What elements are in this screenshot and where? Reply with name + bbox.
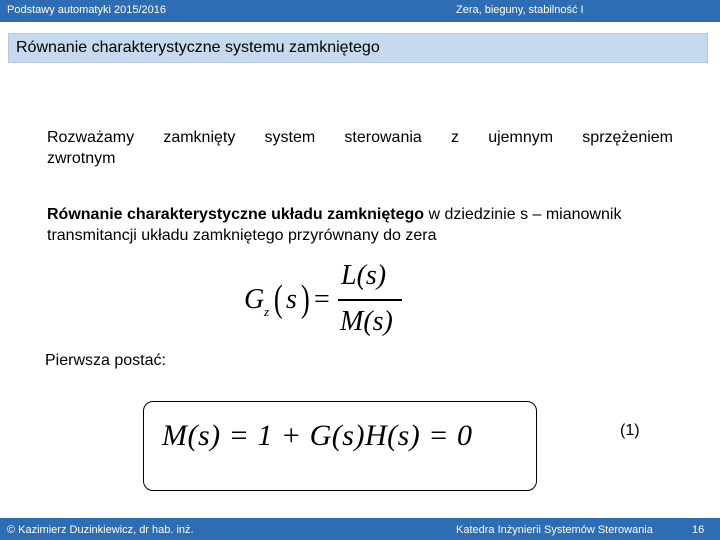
formula-paren-close: ) — [300, 278, 310, 320]
definition-term: Równanie charakterystyczne układu zamkniętego — [47, 206, 425, 223]
equation-number: (1) — [620, 422, 640, 439]
header-bar — [0, 0, 720, 22]
slide-title-box — [8, 33, 708, 63]
department: Katedra Inżynierii Systemów Sterowania — [456, 524, 653, 536]
formula-g: G — [244, 284, 265, 315]
formula-paren-open: ( — [273, 278, 283, 320]
footer-bar — [0, 518, 720, 540]
definition-text: w dziedzinie s – mianownik transmitancji układu zamkniętego przyrównany do zera — [47, 206, 622, 244]
first-form-label: Pierwsza postać: — [45, 352, 166, 369]
course-name: Podstawy automatyki 2015/2016 — [7, 4, 166, 16]
transfer-function-formula — [244, 262, 414, 342]
characteristic-equation: M(s) = 1 + G(s)H(s) = 0 — [162, 419, 473, 452]
slide-title: Równanie charakterystyczne systemu zamkniętego — [16, 39, 380, 56]
formula-equals: = — [314, 284, 330, 315]
formula-denominator: M(s) — [340, 306, 393, 337]
lecture-topic: Zera, bieguny, stabilność I — [456, 4, 584, 16]
intro-line-1: Rozważamy zamknięty system sterowania z ujemnym sprzężeniem — [47, 129, 673, 146]
author: © Kazimierz Duzinkiewicz, dr hab. inż. — [7, 524, 194, 536]
definition-paragraph — [47, 204, 673, 246]
formula-arg: s — [286, 284, 297, 315]
fraction-bar — [338, 299, 402, 301]
formula-numerator: L(s) — [341, 260, 387, 291]
intro-paragraph — [47, 127, 673, 169]
formula-subscript: z — [264, 304, 270, 319]
page-number: 16 — [692, 524, 705, 536]
intro-line-2: zwrotnym — [47, 150, 116, 167]
